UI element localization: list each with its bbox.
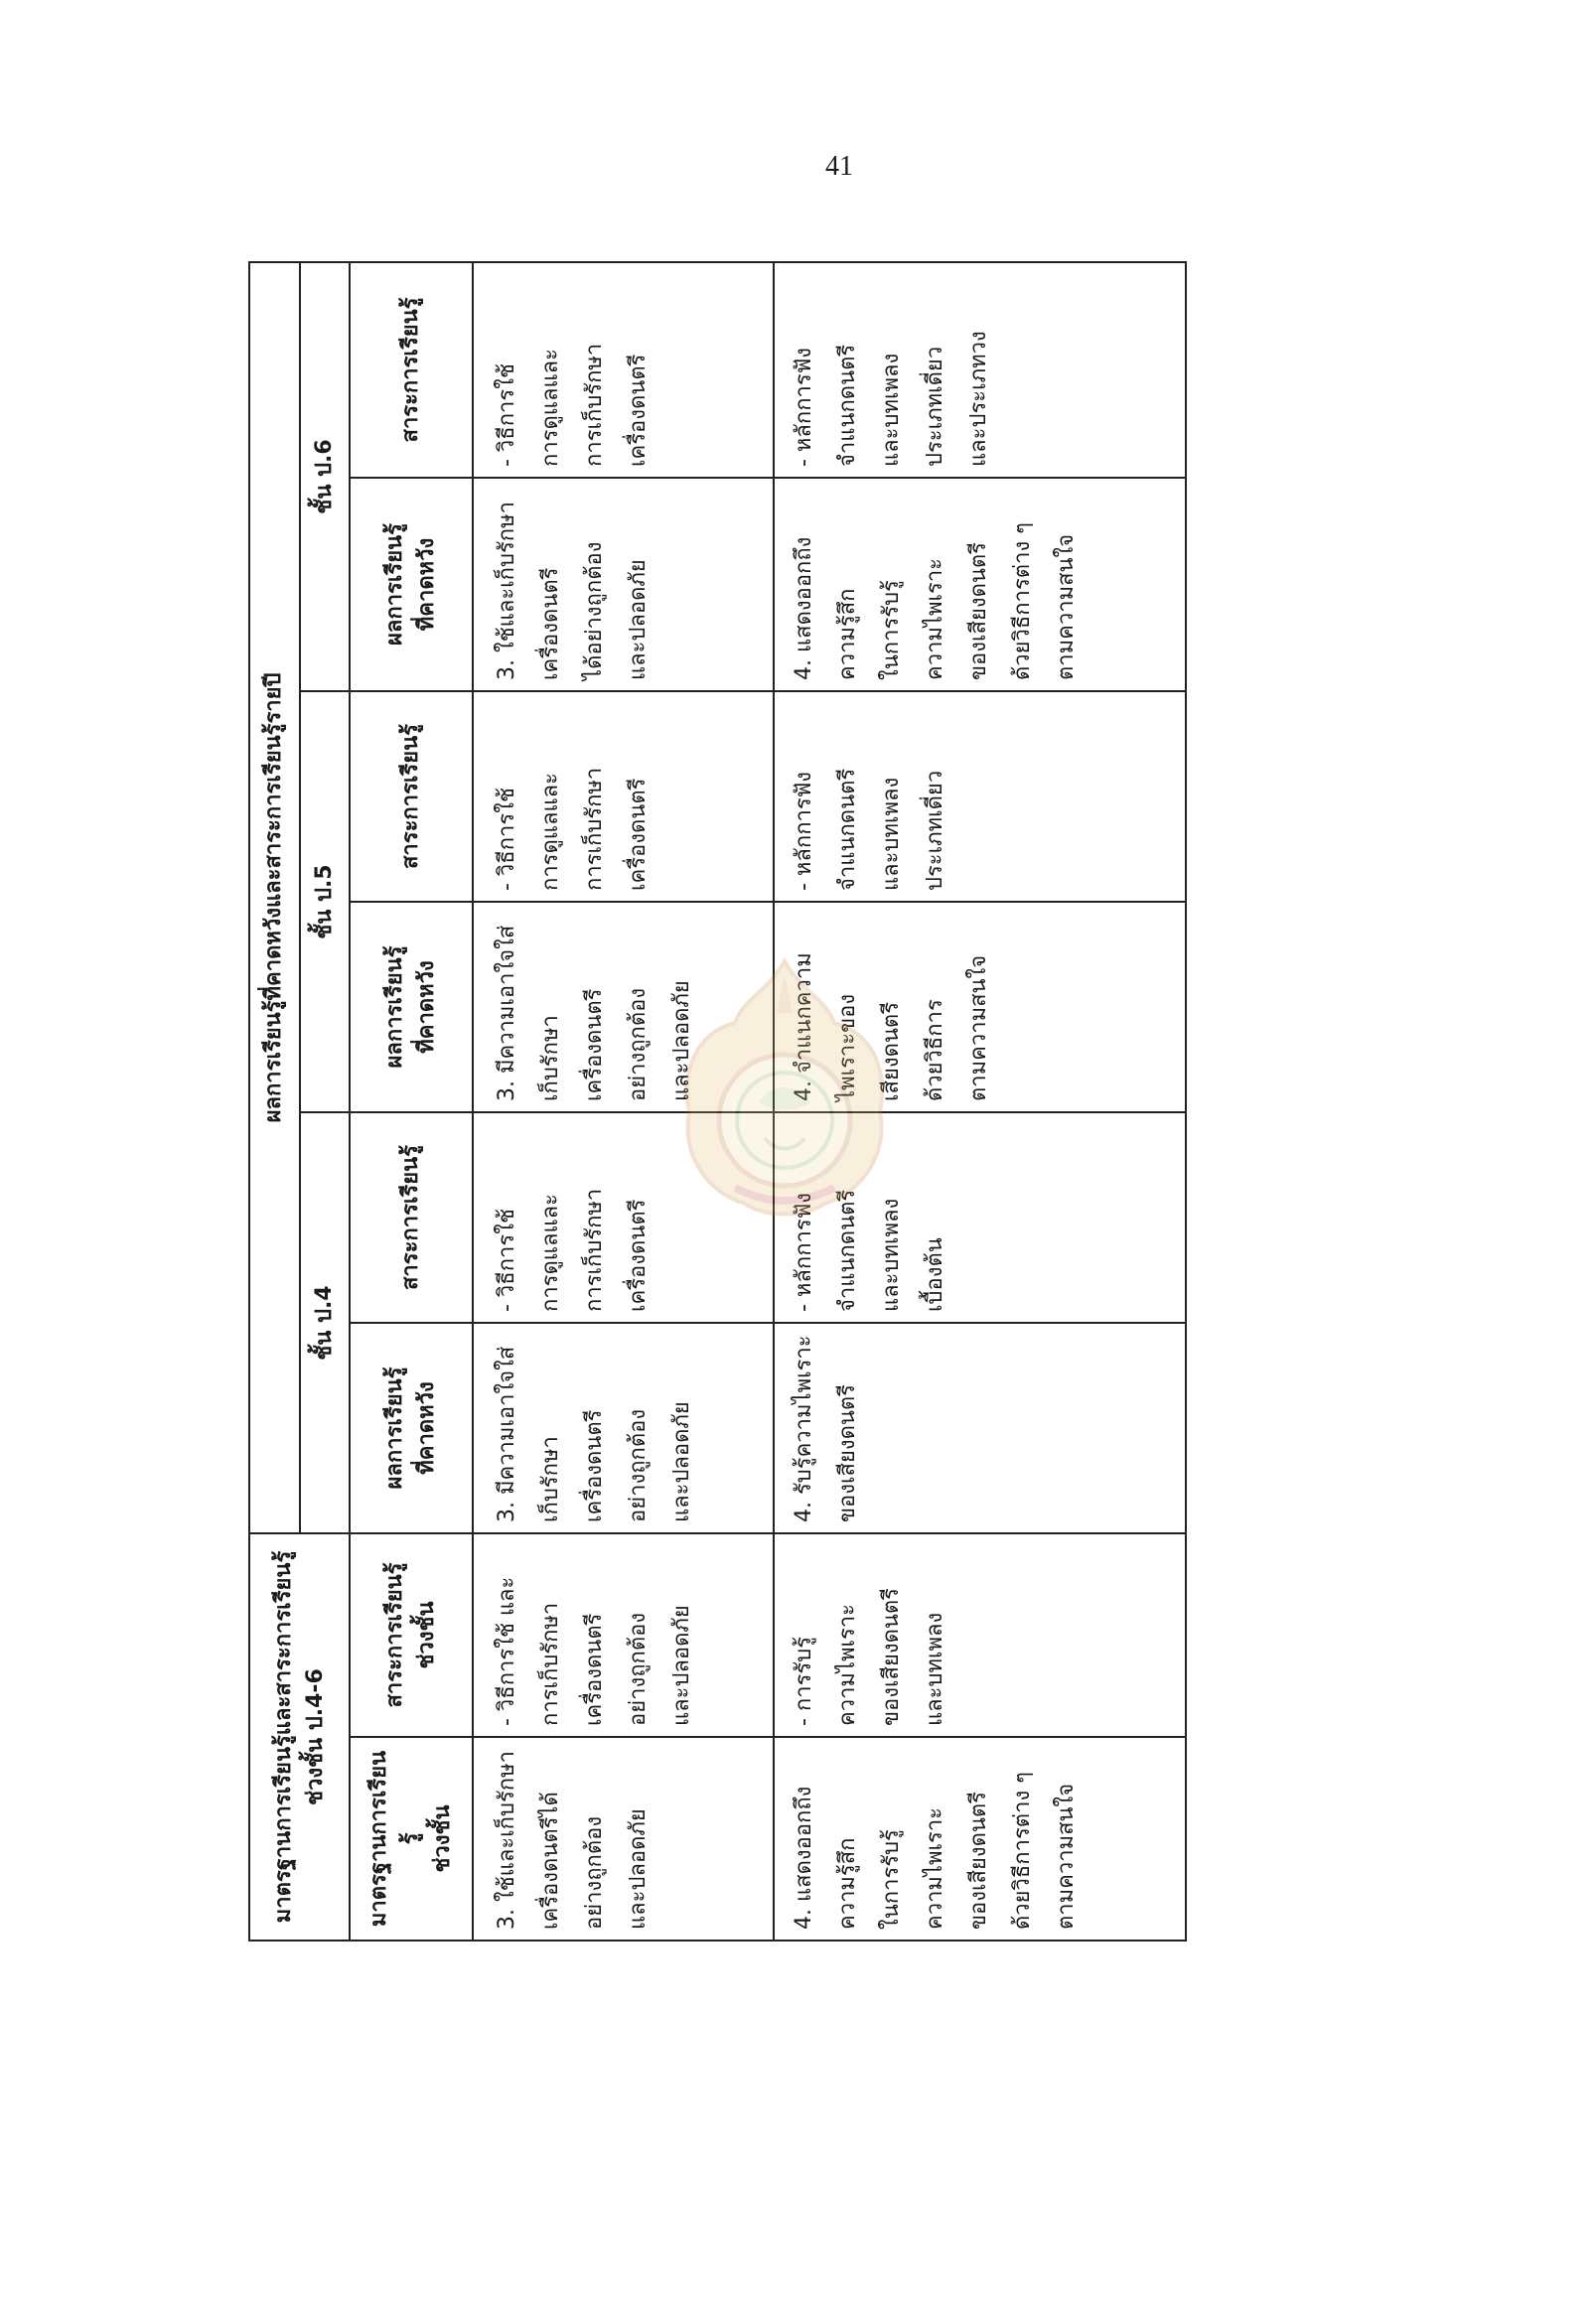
table-row: [774, 262, 1186, 1941]
header-grade-p4: ชั้น ป.4: [300, 1112, 351, 1533]
header-col-p5-expected: ผลการเรียนรู้ ที่คาดหวัง: [350, 902, 472, 1112]
cell-p5-expected: 4. จำแนกความ ไพเราะของ เสียงดนตรี ด้วยวิธีการ ตามความสนใจ: [774, 902, 1186, 1112]
cell-p4-expected: 4. รับรู้ความไพเราะ ของเสียงดนตรี: [774, 1323, 1186, 1533]
header-col-p4-expected: ผลการเรียนรู้ ที่คาดหวัง: [350, 1323, 472, 1533]
cell-p6-content: - วิธีการใช้ การดูแลและ การเก็บรักษา เครื่องดนตรี: [473, 262, 775, 478]
header-col-p4-content: สาระการเรียนรู้: [350, 1112, 472, 1323]
header-col-standard: มาตรฐานการเรียนรู้ ช่วงชั้น: [350, 1737, 472, 1941]
curriculum-table: [248, 261, 1187, 1942]
cell-p6-expected: 4. แสดงออกถึง ความรู้สึก ในการรับรู้ ความไพเราะ ของเสียงดนตรี ด้วยวิธีการต่าง ๆ ตามความสนใจ: [774, 478, 1186, 691]
header-outcomes-group: ผลการเรียนรู้ที่คาดหวังและสาระการเรียนรู้รายปี: [249, 262, 300, 1533]
cell-p4-content: - วิธีการใช้ การดูแลและ การเก็บรักษา เครื่องดนตรี: [473, 1112, 775, 1323]
header-col-p6-expected: ผลการเรียนรู้ ที่คาดหวัง: [350, 478, 472, 691]
cell-p4-expected: 3. มีความเอาใจใส่ เก็บรักษา เครื่องดนตรี อย่างถูกต้อง และปลอดภัย: [473, 1323, 775, 1533]
cell-p4-content: - หลักการฟัง จำแนกดนตรี และบทเพลง เบื้องต้น: [774, 1112, 1186, 1323]
header-col-content-range: สาระการเรียนรู้ ช่วงชั้น: [350, 1533, 472, 1737]
cell-content-range: - วิธีการใช้ และ การเก็บรักษา เครื่องดนตรี อย่างถูกต้อง และปลอดภัย: [473, 1533, 775, 1737]
cell-p6-expected: 3. ใช้และเก็บรักษา เครื่องดนตรี ได้อย่างถูกต้อง และปลอดภัย: [473, 478, 775, 691]
cell-p5-content: - วิธีการใช้ การดูแลและ การเก็บรักษา เครื่องดนตรี: [473, 691, 775, 902]
header-grade-p6: ชั้น ป.6: [300, 262, 351, 691]
header-standard-group: มาตรฐานการเรียนรู้และสาระการเรียนรู้ ช่วงชั้น ป.4-6: [249, 1533, 350, 1941]
rotated-table-wrapper: [248, 263, 1187, 1942]
header-grade-p5: ชั้น ป.5: [300, 691, 351, 1112]
header-col-p6-content: สาระการเรียนรู้: [350, 262, 472, 478]
cell-p5-content: - หลักการฟัง จำแนกดนตรี และบทเพลง ประเภทเดี่ยว: [774, 691, 1186, 902]
page-number: 41: [825, 151, 853, 182]
cell-standard: 4. แสดงออกถึง ความรู้สึก ในการรับรู้ ความไพเราะ ของเสียงดนตรี ด้วยวิธีการต่าง ๆ ตามความสนใจ: [774, 1737, 1186, 1941]
cell-p6-content: - หลักการฟัง จำแนกดนตรี และบทเพลง ประเภทเดี่ยว และประเภทวง: [774, 262, 1186, 478]
cell-p5-expected: 3. มีความเอาใจใส่ เก็บรักษา เครื่องดนตรี อย่างถูกต้อง และปลอดภัย: [473, 902, 775, 1112]
cell-content-range: - การรับรู้ ความไพเราะ ของเสียงดนตรี และบทเพลง: [774, 1533, 1186, 1737]
header-col-p5-content: สาระการเรียนรู้: [350, 691, 472, 902]
cell-standard: 3. ใช้และเก็บรักษา เครื่องดนตรีได้ อย่างถูกต้อง และปลอดภัย: [473, 1737, 775, 1941]
table-row: [473, 262, 775, 1941]
